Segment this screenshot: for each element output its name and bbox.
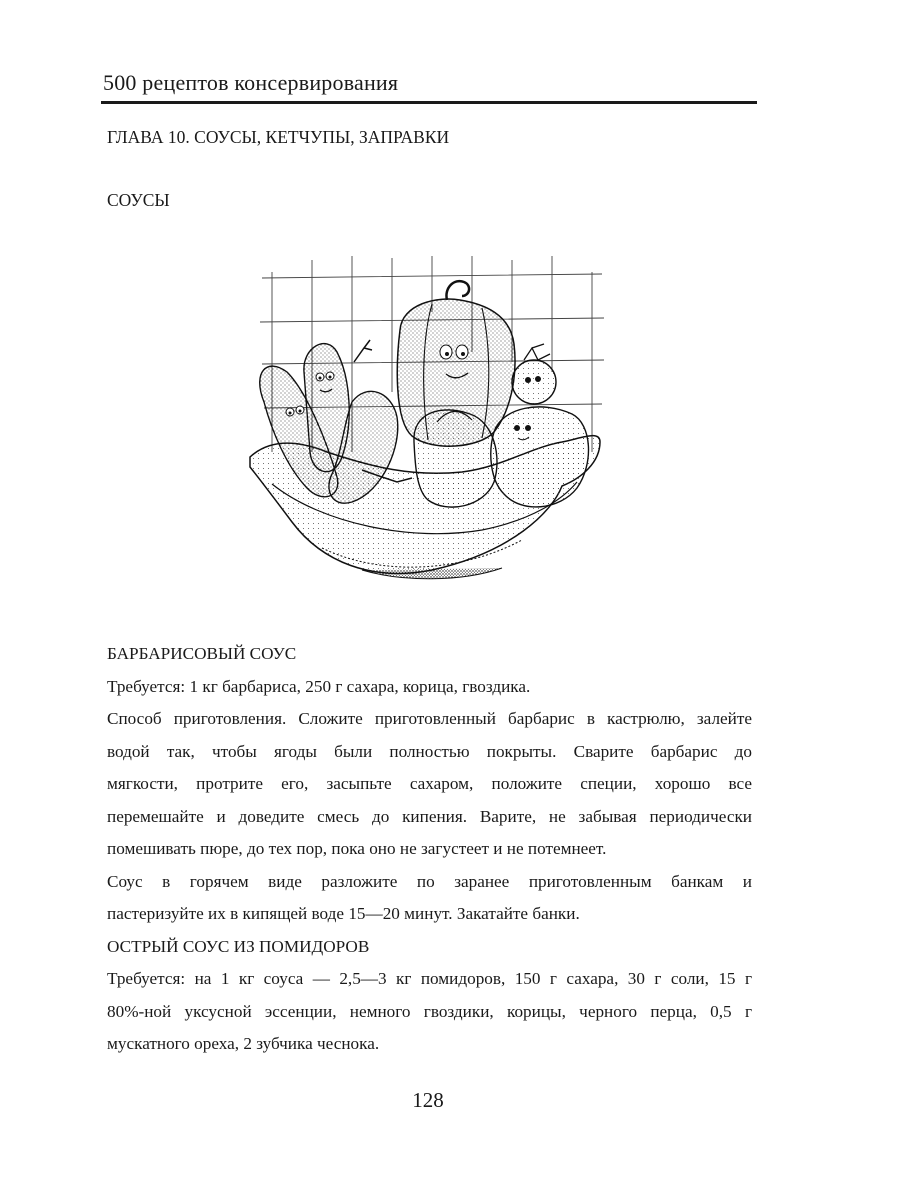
section-title: СОУСЫ <box>107 190 170 210</box>
recipe-title-spicy-tomato: ОСТРЫЙ СОУС ИЗ ПОМИДОРОВ <box>107 936 370 956</box>
method-line: мягкости, протрите его, засыпьте сахаром, положите специи, хорошо все <box>107 774 752 793</box>
recipe-content <box>107 638 752 1061</box>
recipe-ingredients-barberry: Требуется: 1 кг барбариса, 250 г сахара, корица, гвоздика. <box>107 676 531 696</box>
ingredient-line: мускатного ореха, 2 зубчика чеснока. <box>107 1034 380 1053</box>
vegetables-bowl-illustration <box>232 252 612 592</box>
method-line: помешивать пюре, до тех пор, пока оно не загустеет и не потемнеет. <box>107 839 607 858</box>
method-line: водой так, чтобы ягоды были полностью покрыты. Сварите барбарис до <box>107 741 752 761</box>
tomato-small <box>512 344 556 404</box>
method-line: Способ приготовления. Сложите приготовленный барбарис в кастрюлю, залейте <box>107 709 752 728</box>
note-line: пастеризуйте их в кипящей воде 15—20 минут. Закатайте банки. <box>107 904 580 923</box>
running-title: 500 рецептов консервирования <box>103 70 399 95</box>
chapter-title: ГЛАВА 10. СОУСЫ, КЕТЧУПЫ, ЗАПРАВКИ <box>107 127 450 147</box>
header-rule <box>101 101 757 104</box>
page-number: 128 <box>412 1088 444 1112</box>
tomato-right <box>491 407 589 507</box>
note-line: Соус в горячем виде разложите по заранее приготовленным банкам и <box>107 871 752 891</box>
ingredient-line: Требуется: на 1 кг соуса — 2,5—3 кг помидоров, 150 г сахара, 30 г соли, 15 г <box>107 969 752 988</box>
recipe-title-barberry: БАРБАРИСОВЫЙ СОУС <box>107 644 297 663</box>
ingredient-line: 80%-ной уксусной эссенции, немного гвоздики, корицы, черного перца, 0,5 г <box>107 1001 752 1021</box>
tomato-center <box>414 410 497 507</box>
method-line: перемешайте и доведите смесь до кипения. Варите, не забывая периодически <box>107 806 752 826</box>
